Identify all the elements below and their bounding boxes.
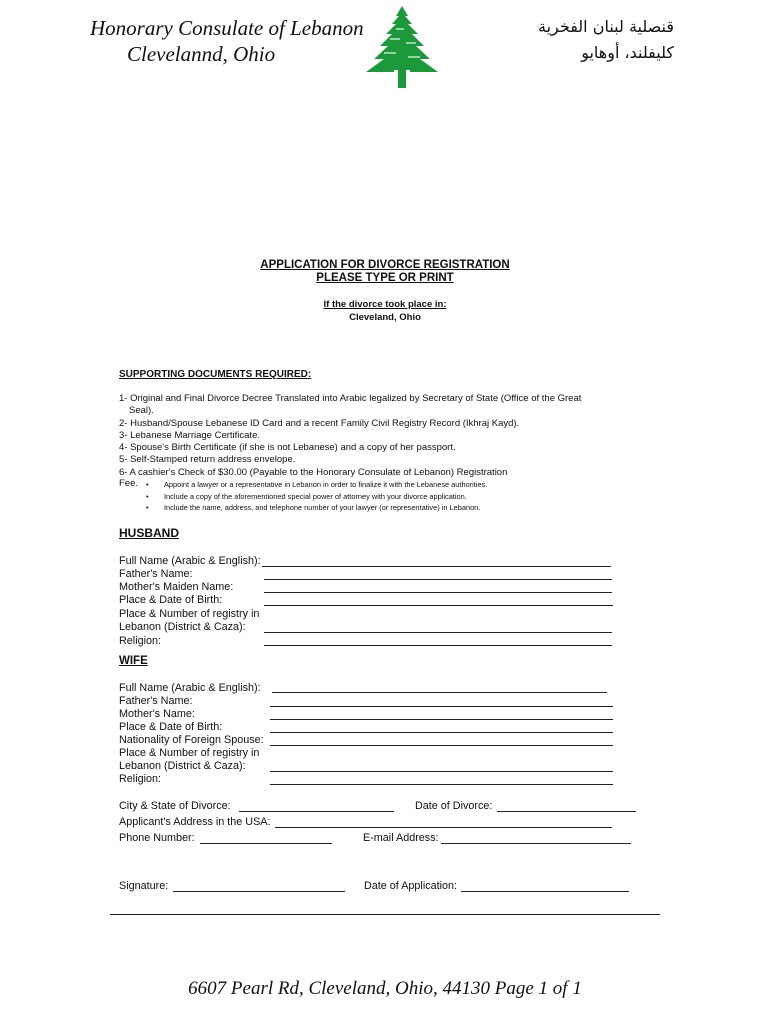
wife-mother-label: Mother's Name: [119,708,195,720]
usa-address-field[interactable] [275,827,612,828]
husband-father-label: Father's Name: [119,568,193,580]
bullet-icon: • [146,480,149,489]
wife-registry-label-2: Lebanon (District & Caza): [119,760,246,772]
instruction-item: • Appoint a lawyer or a representative in Lebanon in order to finalize it with the Lebanese authorities. [146,480,488,489]
husband-religion-field[interactable] [264,645,612,646]
bullet-icon: • [146,491,149,501]
footer-divider [110,914,660,915]
date-divorce-field[interactable] [497,811,636,812]
consulate-city-en: Clevelannd, Ohio [127,42,276,66]
husband-heading: HUSBAND [119,526,179,540]
form-title: APPLICATION FOR DIVORCE REGISTRATION [260,259,510,271]
form-subtitle: PLEASE TYPE OR PRINT [316,272,454,284]
husband-registry-field[interactable] [264,632,612,633]
supporting-docs-heading: SUPPORTING DOCUMENTS REQUIRED: [119,369,312,380]
wife-nationality-label: Nationality of Foreign Spouse: [119,734,264,746]
instruction-item: • Include a copy of the aforementioned special power of attorney with your divorce application. [146,491,467,501]
cedar-tree-icon [360,4,444,90]
email-label: E-mail Address: [363,832,439,844]
phone-label: Phone Number: [119,832,195,844]
doc-item: 4- Spouse's Birth Certificate (if she is not Lebanese) and a copy of her passport. [119,442,456,454]
location-value: Cleveland, Ohio [349,312,421,323]
wife-birth-label: Place & Date of Birth: [119,721,223,733]
location-question: If the divorce took place in: [323,299,447,310]
date-application-label: Date of Application: [364,880,458,892]
husband-birth-label: Place & Date of Birth: [119,594,223,606]
doc-item: 5- Self-Stamped return address envelope. [119,454,296,466]
husband-birth-field[interactable] [264,605,613,606]
doc-item: 2- Husband/Spouse Lebanese ID Card and a recent Family Civil Registry Record (Ikhraj Kayd). [119,417,520,429]
wife-birth-field[interactable] [270,732,613,733]
city-state-divorce-label: City & State of Divorce: [119,800,231,812]
doc-item: 3- Lebanese Marriage Certificate. [119,429,260,441]
signature-label: Signature: [119,880,169,892]
doc-item: Seal). [129,405,154,417]
signature-field[interactable] [173,891,345,892]
wife-nationality-field[interactable] [270,745,613,746]
wife-mother-field[interactable] [270,719,613,720]
husband-mother-label: Mother's Maiden Name: [119,581,234,593]
wife-father-label: Father's Name: [119,695,193,707]
husband-father-field[interactable] [264,579,612,580]
wife-registry-field[interactable] [270,771,613,772]
consulate-name-en: Honorary Consulate of Lebanon [90,16,364,40]
footer-address: 6607 Pearl Rd, Cleveland, Ohio, 44130 Page 1 of 1 [188,978,582,999]
wife-registry-label-1: Place & Number of registry in [119,747,260,759]
wife-religion-field[interactable] [270,784,613,785]
doc-item: 1- Original and Final Divorce Decree Translated into Arabic legalized by Secretary of State (Office of the Great [119,393,582,404]
husband-registry-label-2: Lebanon (District & Caza): [119,621,246,633]
date-application-field[interactable] [461,891,629,892]
bullet-icon: • [146,503,149,513]
husband-religion-label: Religion: [119,635,162,647]
consulate-name-ar: قنصلية لبنان الفخرية [538,17,674,36]
doc-item: 6- A cashier's Check of $30.00 (Payable to the Honorary Consulate of Lebanon) Registration [119,466,508,478]
city-state-divorce-field[interactable] [239,811,394,812]
usa-address-label: Applicant's Address in the USA: [119,816,271,828]
husband-mother-field[interactable] [264,592,612,593]
instruction-item: • Include the name, address, and telephone number of your lawyer (or representative) in Lebanon. [146,503,481,513]
wife-religion-label: Religion: [119,773,162,785]
consulate-city-ar: كليفلند، أوهايو [581,43,674,62]
wife-heading: WIFE [119,655,148,667]
wife-full-name-label: Full Name (Arabic & English): [119,682,261,694]
husband-full-name-field[interactable] [262,566,611,567]
fee-label: Fee. [119,478,139,489]
husband-registry-label-1: Place & Number of registry in [119,608,260,620]
supporting-docs-list [119,393,629,479]
wife-full-name-field[interactable] [272,692,607,693]
date-divorce-label: Date of Divorce: [415,800,493,812]
wife-father-field[interactable] [270,706,613,707]
phone-field[interactable] [200,843,332,844]
instructions-list [146,479,487,514]
email-field[interactable] [441,843,631,844]
husband-full-name-label: Full Name (Arabic & English): [119,555,261,567]
